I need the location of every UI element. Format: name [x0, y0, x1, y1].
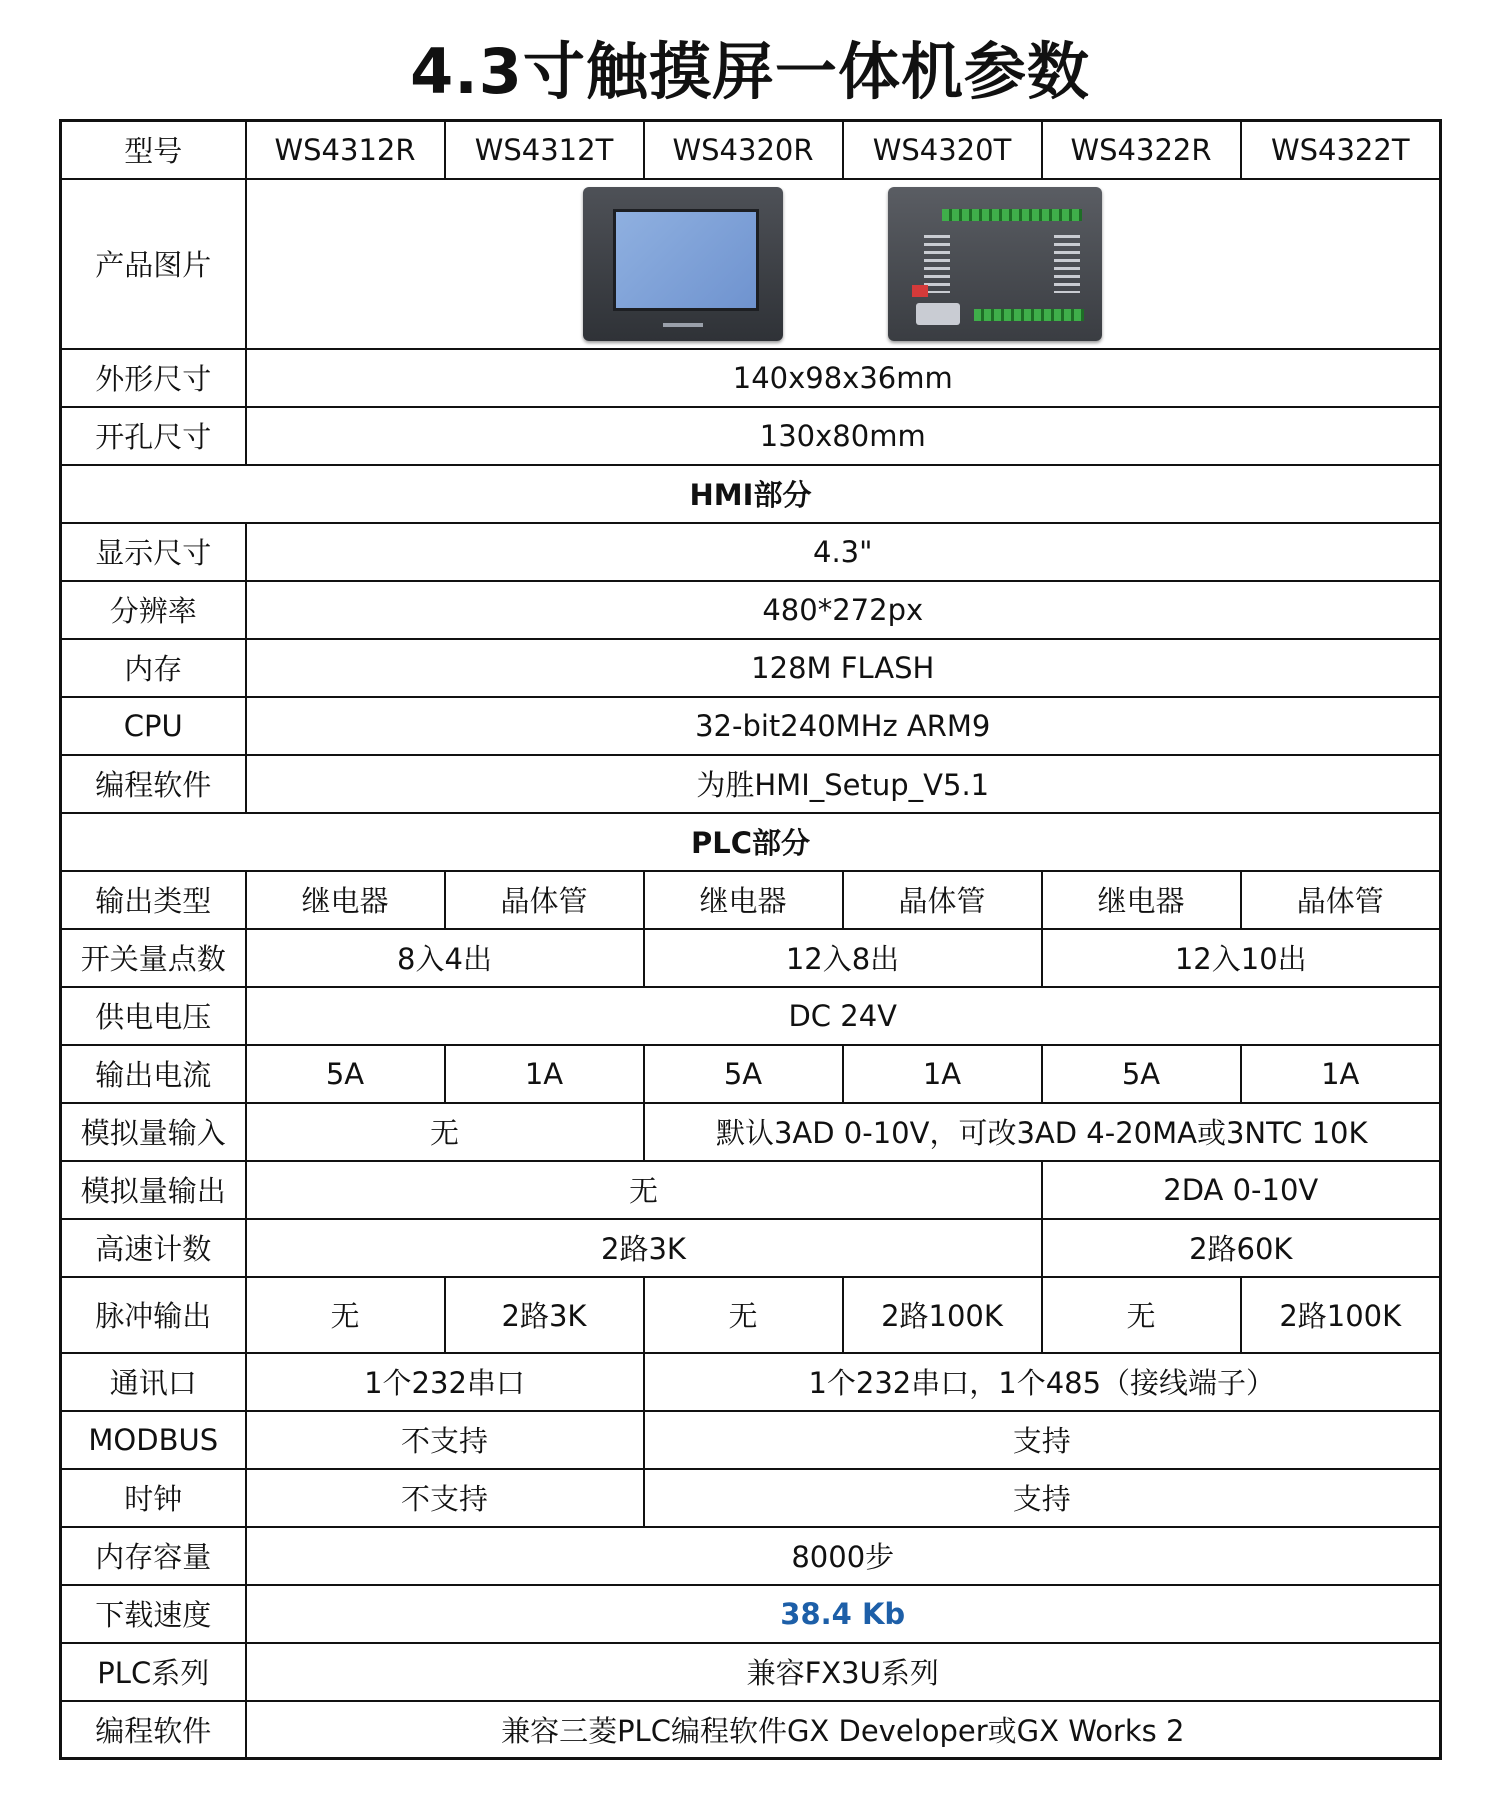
value-cell: 12入10出 — [1042, 929, 1441, 987]
value-cell: 128M FLASH — [246, 639, 1441, 697]
value-cell: 支持 — [644, 1469, 1441, 1527]
value-cell: 不支持 — [246, 1411, 644, 1469]
value-cell: 4.3" — [246, 523, 1441, 581]
hmi-back-photo — [888, 187, 1102, 341]
model-cell: WS4312R — [246, 121, 445, 179]
row-label: MODBUS — [61, 1411, 246, 1469]
value-cell: 支持 — [644, 1411, 1441, 1469]
value-cell: 继电器 — [1042, 871, 1241, 929]
product-images — [246, 179, 1441, 349]
value-cell: 5A — [1042, 1045, 1241, 1103]
value-cell: 无 — [246, 1103, 644, 1161]
table-row — [61, 755, 1441, 813]
row-label: PLC系列 — [61, 1643, 246, 1701]
row-label: 内存 — [61, 639, 246, 697]
row-label: 内存容量 — [61, 1527, 246, 1585]
page-title: 4.3寸触摸屏一体机参数 — [410, 35, 1090, 108]
table-row — [61, 1045, 1441, 1103]
table-row — [61, 987, 1441, 1045]
value-cell: 无 — [246, 1277, 445, 1353]
value-cell: 140x98x36mm — [246, 349, 1441, 407]
section-heading-plc: PLC部分 — [61, 813, 1441, 871]
row-label: 编程软件 — [61, 1701, 246, 1759]
value-cell: 晶体管 — [445, 871, 644, 929]
row-label: 下载速度 — [61, 1585, 246, 1643]
table-row — [61, 1103, 1441, 1161]
table-row — [61, 581, 1441, 639]
value-cell: 2路60K — [1042, 1219, 1441, 1277]
section-heading-hmi: HMI部分 — [61, 465, 1441, 523]
table-row — [61, 1527, 1441, 1585]
download-speed-value: 38.4 Kb — [246, 1585, 1441, 1643]
value-cell: 5A — [246, 1045, 445, 1103]
table-row — [61, 1219, 1441, 1277]
row-label: 高速计数 — [61, 1219, 246, 1277]
model-cell: WS4322T — [1241, 121, 1441, 179]
table-row — [61, 179, 1441, 349]
value-cell: DC 24V — [246, 987, 1441, 1045]
value-cell: 兼容三菱PLC编程软件GX Developer或GX Works 2 — [246, 1701, 1441, 1759]
value-cell: 2路100K — [843, 1277, 1042, 1353]
row-label: 时钟 — [61, 1469, 246, 1527]
row-label: 编程软件 — [61, 755, 246, 813]
row-label: 输出电流 — [61, 1045, 246, 1103]
table-row — [61, 1353, 1441, 1411]
row-label: 外形尺寸 — [61, 349, 246, 407]
value-cell: 8入4出 — [246, 929, 644, 987]
value-cell: 2路3K — [246, 1219, 1042, 1277]
value-cell: 无 — [246, 1161, 1042, 1219]
value-cell: 晶体管 — [1241, 871, 1441, 929]
table-row — [61, 1161, 1441, 1219]
row-label: 供电电压 — [61, 987, 246, 1045]
table-row — [61, 349, 1441, 407]
row-label: CPU — [61, 697, 246, 755]
row-label: 模拟量输出 — [61, 1161, 246, 1219]
value-cell: 2DA 0-10V — [1042, 1161, 1441, 1219]
row-label: 型号 — [61, 121, 246, 179]
row-label: 模拟量输入 — [61, 1103, 246, 1161]
value-cell: 无 — [644, 1277, 843, 1353]
table-row — [61, 121, 1441, 179]
table-row — [61, 813, 1441, 871]
table-row — [61, 1585, 1441, 1643]
table-row — [61, 1411, 1441, 1469]
row-label: 脉冲输出 — [61, 1277, 246, 1353]
hmi-front-photo — [583, 187, 783, 341]
value-cell: 无 — [1042, 1277, 1241, 1353]
table-row — [61, 1277, 1441, 1353]
value-cell: 晶体管 — [843, 871, 1042, 929]
value-cell: 2路3K — [445, 1277, 644, 1353]
table-row — [61, 871, 1441, 929]
value-cell: 默认3AD 0-10V，可改3AD 4-20MA或3NTC 10K — [644, 1103, 1441, 1161]
table-row — [61, 523, 1441, 581]
table-row — [61, 929, 1441, 987]
value-cell: 130x80mm — [246, 407, 1441, 465]
value-cell: 1个232串口 — [246, 1353, 644, 1411]
value-cell: 继电器 — [246, 871, 445, 929]
row-label: 输出类型 — [61, 871, 246, 929]
model-cell: WS4312T — [445, 121, 644, 179]
table-row — [61, 465, 1441, 523]
table-row — [61, 697, 1441, 755]
row-label: 显示尺寸 — [61, 523, 246, 581]
value-cell: 继电器 — [644, 871, 843, 929]
table-row — [61, 1701, 1441, 1759]
value-cell: 1个232串口，1个485（接线端子） — [644, 1353, 1441, 1411]
value-cell: 1A — [445, 1045, 644, 1103]
row-label: 产品图片 — [61, 179, 246, 349]
value-cell: 12入8出 — [644, 929, 1042, 987]
value-cell: 不支持 — [246, 1469, 644, 1527]
table-row — [61, 1643, 1441, 1701]
row-label: 通讯口 — [61, 1353, 246, 1411]
value-cell: 1A — [843, 1045, 1042, 1103]
table-row — [61, 407, 1441, 465]
value-cell: 1A — [1241, 1045, 1441, 1103]
model-cell: WS4320T — [843, 121, 1042, 179]
value-cell: 32-bit240MHz ARM9 — [246, 697, 1441, 755]
value-cell: 兼容FX3U系列 — [246, 1643, 1441, 1701]
table-row — [61, 639, 1441, 697]
model-cell: WS4322R — [1042, 121, 1241, 179]
value-cell: 8000步 — [246, 1527, 1441, 1585]
row-label: 分辨率 — [61, 581, 246, 639]
value-cell: 为胜HMI_Setup_V5.1 — [246, 755, 1441, 813]
model-cell: WS4320R — [644, 121, 843, 179]
value-cell: 2路100K — [1241, 1277, 1441, 1353]
value-cell: 5A — [644, 1045, 843, 1103]
row-label: 开孔尺寸 — [61, 407, 246, 465]
spec-table — [59, 119, 1442, 1760]
row-label: 开关量点数 — [61, 929, 246, 987]
table-row — [61, 1469, 1441, 1527]
value-cell: 480*272px — [246, 581, 1441, 639]
